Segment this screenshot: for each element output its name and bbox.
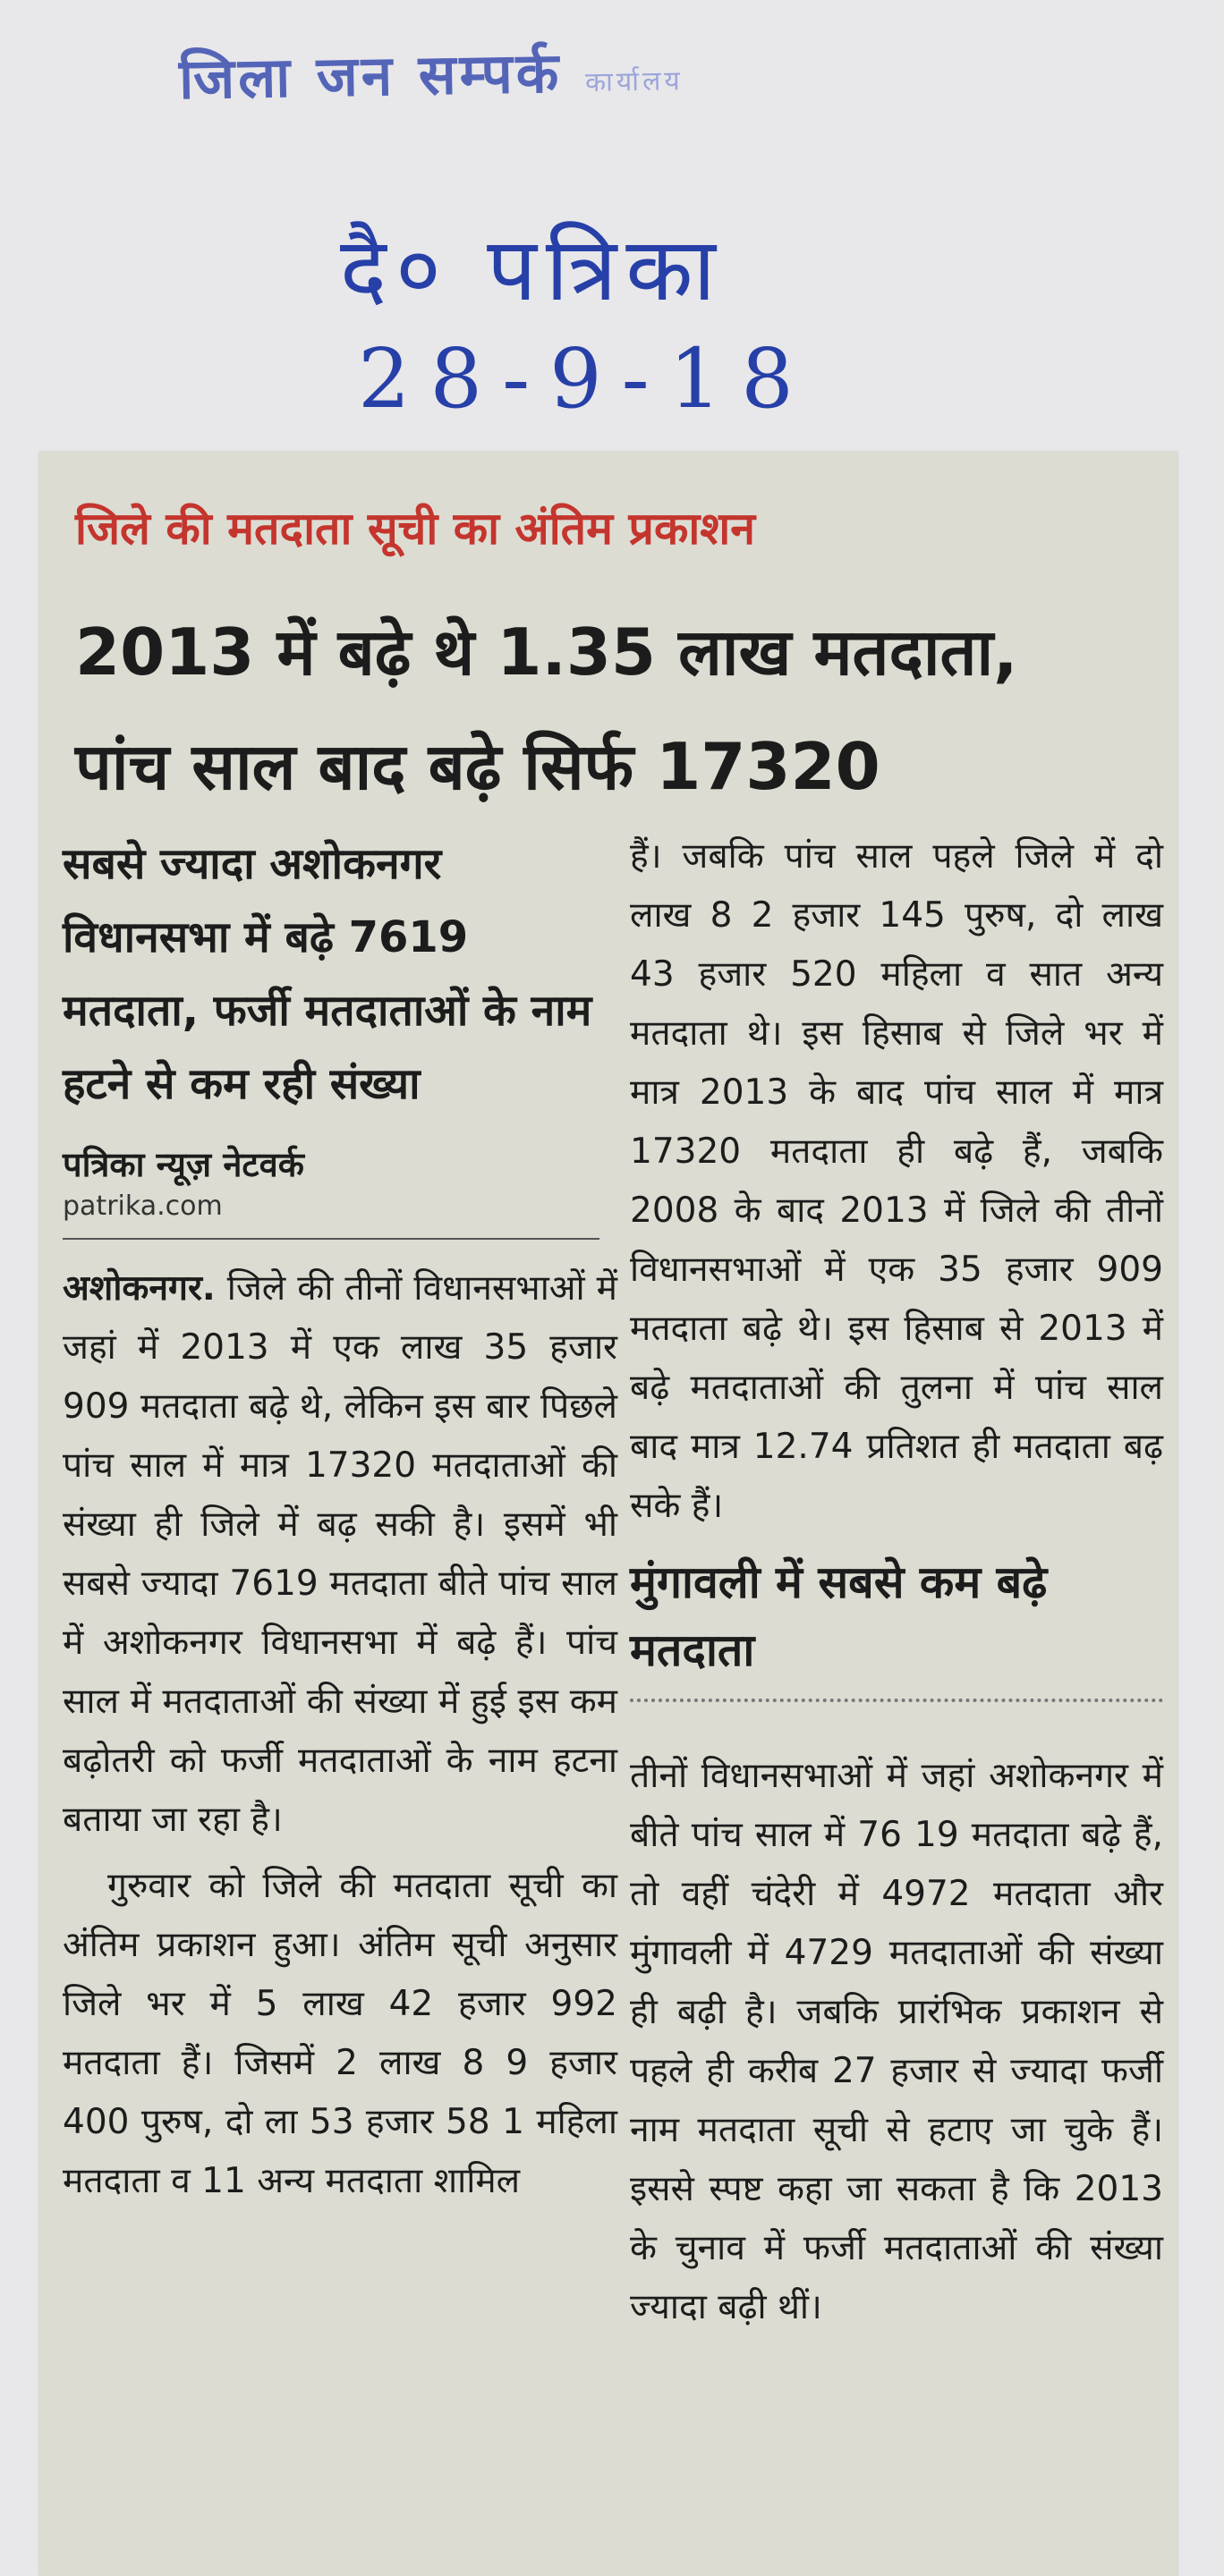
- handwritten-date: 28-9-18: [358, 331, 813, 427]
- section-divider: [630, 1699, 1163, 1702]
- dateline: अशोकनगर.: [63, 1268, 216, 1309]
- paragraph-1-text: जिले की तीनों विधानसभाओं में जहां में 2013 में एक लाख 35 हजार 909 मतदाता बढ़े थे, लेकिन इस बार पिछले पांच साल में मात्र 17320 मतदाताओं की संख्या ही जिले में बढ़ सकी है। इसमें भी सबसे ज्यादा 7619 मतदाता बीते पांच साल में अशोकनगर विधानसभा में बढ़े हैं। पांच साल में मतदाताओं की संख्या में हुई इस कम बढ़ोतरी को फर्जी मतदाताओं के नाम हटना बताया जा रहा है।: [63, 1268, 617, 1840]
- headline-line-2: पांच साल बाद बढ़े सिर्फ 17320: [75, 729, 880, 804]
- handwritten-paper-name: दै० पत्रिका: [340, 219, 725, 321]
- stamp-sub-text: कार्यालय: [584, 65, 684, 98]
- paragraph-3: हैं। जबकि पांच साल पहले जिले में दो लाख 8 2 हजार 145 पुरुष, दो लाख 43 हजार 520 महिला व सात अन्य मतदाता थे। इस हिसाब से जिले भर में मात्र 2013 के बाद पांच साल में मात्र 17320 मतदाता ही बढ़े हैं, जबकि 2008 के बाद 2013 में जिले की तीनों विधानसभाओं में एक 35 हजार 909 मतदाता बढ़े थे। इस हिसाब से 2013 में बढ़े मतदाताओं की तुलना में पांच साल बाद मात्र 12.74 प्रतिशत ही मतदाता बढ़ सके हैं।: [630, 836, 1163, 1526]
- article-subhead: सबसे ज्यादा अशोकनगर विधानसभा में बढ़े 7619 मतदाता, फर्जी मतदाताओं के नाम हटने से कम रही संख्या: [63, 839, 592, 1109]
- paragraph-4: तीनों विधानसभाओं में जहां अशोकनगर में बीते पांच साल में 76 19 मतदाता बढ़े हैं, तो वहीं चंदेरी में 4972 मतदाता और मुंगावली में 4729 मतदाताओं की संख्या ही बढ़ी है। जबकि प्रारंभिक प्रकाशन से पहले ही करीब 27 हजार से ज्यादा फर्जी नाम मतदाता सूची से हटाए जा चुके हैं। इससे स्पष्ट कहा जा सकता है कि 2013 के चुनाव में फर्जी मतदाताओं की संख्या ज्यादा बढ़ी थीं।: [630, 1756, 1163, 2327]
- left-column: [63, 827, 617, 2211]
- byline: पत्रिका न्यूज़ नेटवर्क: [63, 1145, 304, 1184]
- stamp-main-text: जिला जन सम्पर्क: [178, 39, 563, 112]
- section-heading: मुंगावली में सबसे कम बढ़े मतदाता: [630, 1556, 1048, 1676]
- byline-site: patrika.com: [63, 1191, 223, 1222]
- headline-line-1: 2013 में बढ़े थे 1.35 लाख मतदाता,: [75, 614, 1018, 690]
- office-stamp: [178, 31, 684, 115]
- article-headline: [75, 595, 1149, 824]
- paragraph-1: [63, 1259, 617, 1850]
- byline-divider: [63, 1238, 599, 1240]
- article-kicker: जिले की मतदाता सूची का अंतिम प्रकाशन: [75, 503, 756, 555]
- newspaper-clipping: [39, 452, 1177, 2576]
- right-column: [630, 827, 1163, 2337]
- paragraph-2: गुरुवार को जिले की मतदाता सूची का अंतिम प्रकाशन हुआ। अंतिम सूची अनुसार जिले भर में 5 लाख 42 हजार 992 मतदाता हैं। जिसमें 2 लाख 8 9 हजार 400 पुरुष, दो ला 53 हजार 58 1 महिला मतदाता व 11 अन्य मतदाता शामिल: [63, 1866, 617, 2201]
